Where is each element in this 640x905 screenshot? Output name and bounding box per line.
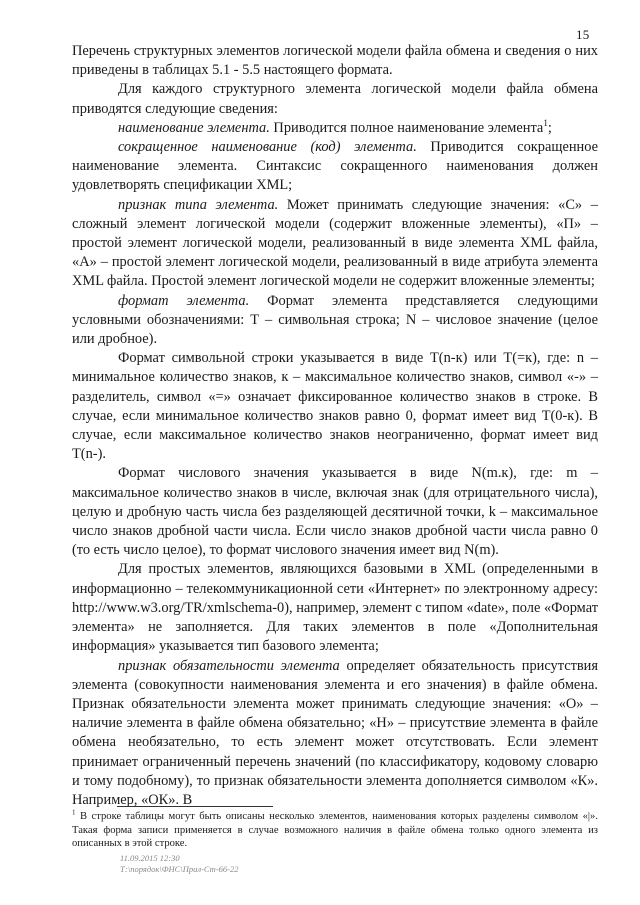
paragraph-obligation [72,657,598,811]
paragraph-format [72,292,598,350]
stamp-path: Т:\порядок\ФНС\Прил-Ст-66-22 [120,864,239,874]
paragraph-info-list: Для каждого структурного элемента логической модели файла обмена приводятся следующие сведения: [72,81,598,117]
term-obligation: признак обязательности элемента [118,657,340,674]
footnote-mark: 1 [72,808,76,817]
text-obligation: определяет обязательность присутствия элемента (совокупности наименования элемента и его значения) в файле обмена. Признак обязательности элемента может принимать следующие значения: «О» – наличие элемента в файле обмена обязательно; «Н» – присутствие элемента в файле обмена необязательно, то есть элемент может отсутствовать. Если элемент принимает ограниченный перечень значений (по классификатору, кодовому словарю и тому подобному), то признак обязательности элемента дополняется символом «К». Например, «ОК». В [72,657,598,808]
paragraph-string-format: Формат символьной строки указывается в виде Т(n-к) или Т(=к), где: n – минимальное количество знаков, к – максимальное количество знаков, символ «-» – разделитель, символ «=» означает фиксированное количество знаков в строке. В случае, если минимальное количество знаков равно 0, формат имеет вид Т(0-к). В случае, если максимальное количество знаков неограниченно, формат имеет вид Т(n-). [72,350,598,463]
term-format: формат элемента. [118,292,250,309]
paragraph-xml-base-types: Для простых элементов, являющихся базовыми в XML (определенными в информационно – телекоммуникационной сети «Интернет» по электронному адресу: http://www.w3.org/TR/xmlschema-0), например, элемент с типом «date», поле «Формат элемента» не заполняется. Для таких элементов в поле «Дополнительная информация» указывается тип базового элемента; [72,561,598,655]
footnote-text: В строке таблицы могут быть описаны несколько элементов, наименования которых разделены символом «|». Такая форма записи применяется в случае возможного наличия в файле обмена только одного элемента из описанных в этой строке. [72,811,598,849]
paragraph-element-name [72,119,598,138]
text-format: Формат элемента представляется следующими условными обозначениями: Т – символьная строка; N – числовое значение (целое или дробное). [72,292,598,348]
footnote-separator [117,806,273,807]
term-short-name: сокращенное наименование (код) элемента. [118,139,417,156]
paragraph-intro: Перечень структурных элементов логической модели файла обмена и сведения о них приведены в таблицах 5.1 - 5.5 настоящего формата. [72,43,598,79]
text-short-name: Приводится сокращенное наименование элемента. Синтаксис сокращенного наименования должен удовлетворять спецификации XML; [72,139,598,194]
page-number: 15 [576,27,590,42]
text-element-name-end: ; [547,119,552,136]
paragraph-type-sign [72,196,598,292]
footnote-reference: 1 [543,118,548,129]
paragraph-short-name [72,138,598,196]
footnote [72,810,598,851]
text-element-name: Приводится полное наименование элемента [269,119,544,136]
stamp-date: 11.09.2015 12:30 [120,853,180,863]
term-type-sign: признак типа элемента. [118,196,279,213]
paragraph-number-format: Формат числового значения указывается в виде N(m.к), где: m – максимальное количество знаков в числе, включая знак (для отрицательного числа), целую и дробную часть числа без разделяющей десятичной точки, k – максимальное число знаков дробной части числа. Если число знаков дробной части числа равно 0 (то есть число целое), то формат числового значения имеет вид N(m). [72,465,598,559]
text-type-sign: Может принимать следующие значения: «С» – сложный элемент логической модели (содержит вложенные элементы), «П» – простой элемент логической модели, реализованный в виде элемента XML файла, «А» – простой элемент логической модели, реализованный в виде атрибута элемента XML файла. Простой элемент логической модели не содержит вложенные элементы; [72,196,598,290]
body-text [72,42,598,810]
file-stamp [120,853,238,875]
term-element-name: наименование элемента. [118,119,270,136]
